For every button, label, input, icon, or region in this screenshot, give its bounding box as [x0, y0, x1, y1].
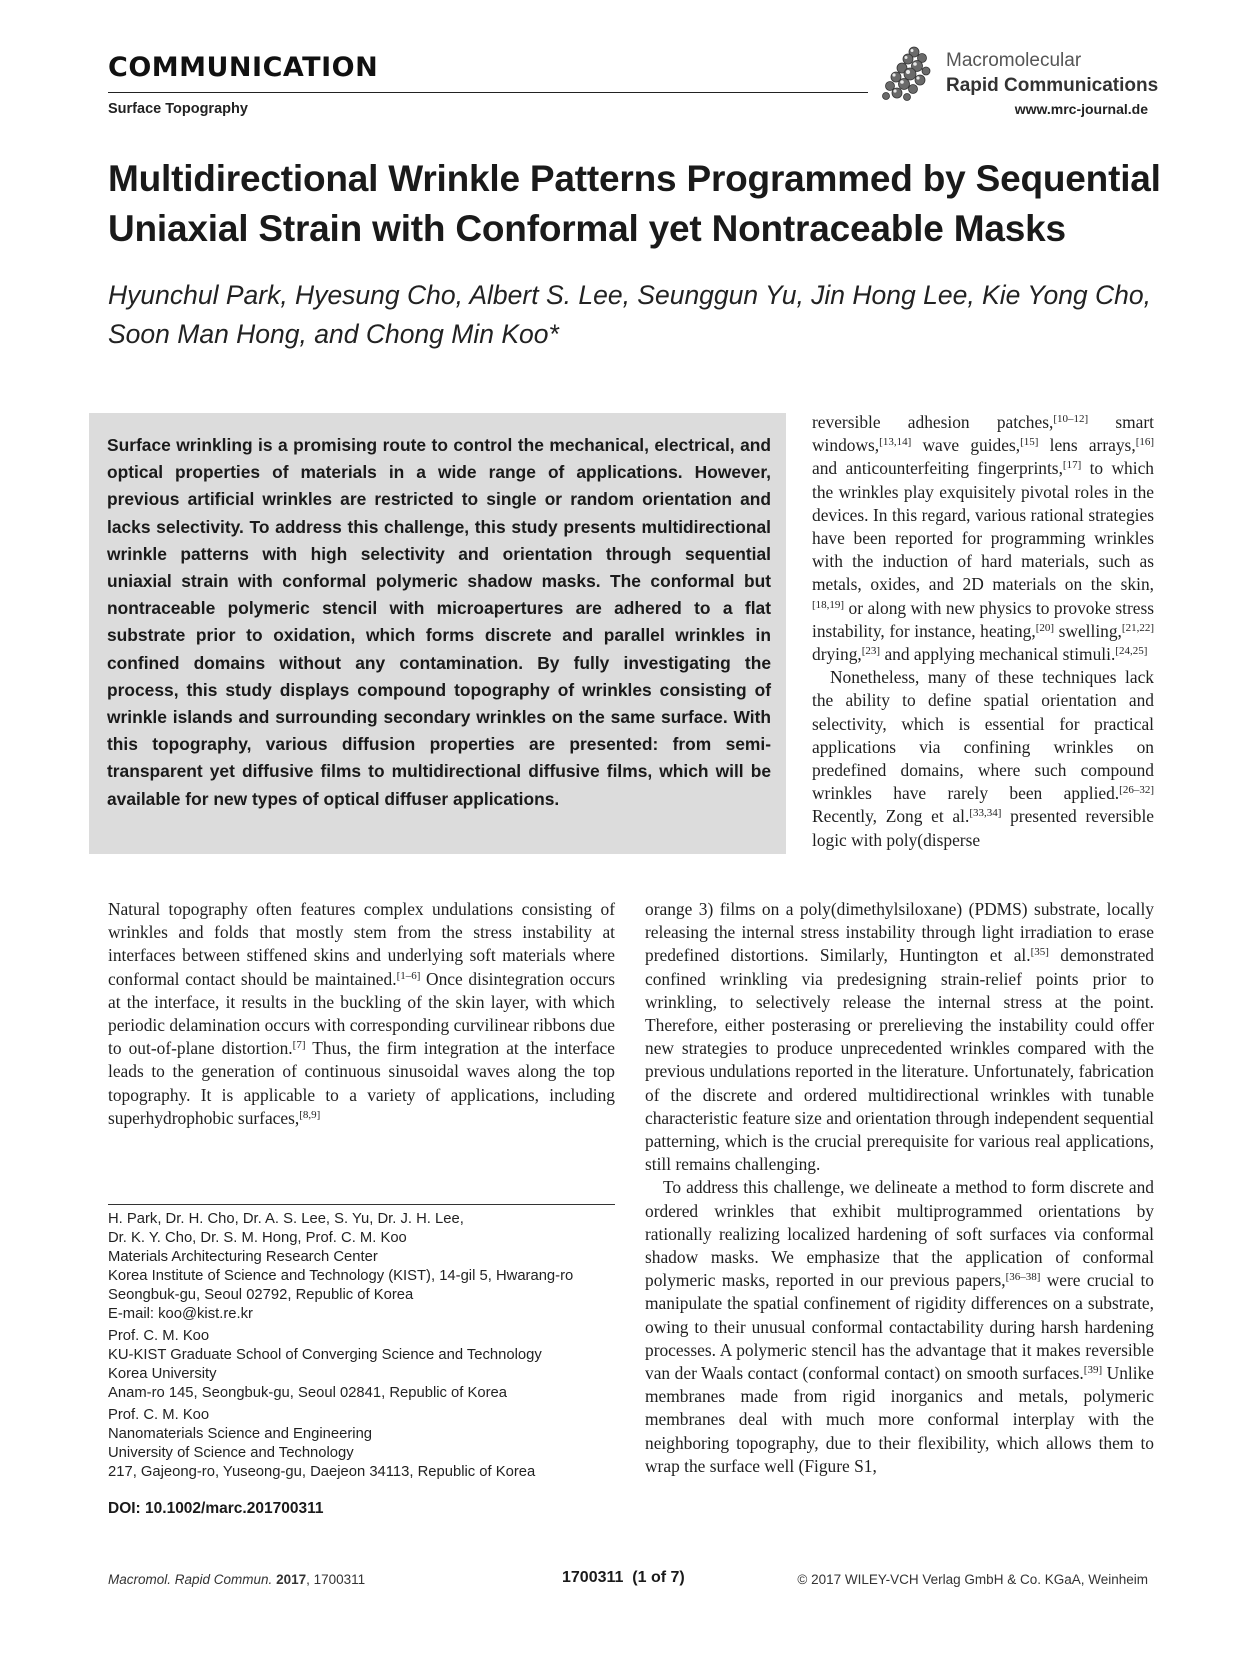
citation-ref[interactable]: [7] [292, 1039, 306, 1052]
affiliation-line: 217, Gajeong-ro, Yuseong-gu, Daejeon 34113, Republic of Korea [108, 1464, 536, 1480]
body-paragraph: orange 3) films on a poly(dimethylsiloxane) (PDMS) substrate, locally releasing the internal stress instability through light irradiation to erase predefined distortions. Similarly, Huntington et al.[35] demonstrated confined wrinkling via predesigning strain-relief points prior to wrinkling, to selectively release the internal stress at the point. Therefore, either posterasing or prerelieving the instability could offer new strategies to produce unprecedented wrinkles compared with the previous undulations reported in the literature. Unfortunately, fabrication of the discrete and ordered multidirectional wrinkles with tunable characteristic feature size and orientation through independent sequential patterning, which is the crucial prerequisite for various real applications, still remains challenging. [645, 899, 1154, 1175]
affiliations [108, 1210, 628, 1485]
footer-year: 2017 [276, 1572, 307, 1587]
citation-ref[interactable]: [15] [1020, 436, 1039, 449]
author-list: Hyunchul Park, Hyesung Cho, Albert S. Lee, Seunggun Yu, Jin Hong Lee, Kie Yong Cho, Soon Man Hong, and Chong Min Koo* [108, 280, 1152, 349]
citation-ref[interactable]: [26–32] [1119, 784, 1154, 797]
affiliation-line: KU-KIST Graduate School of Converging Science and Technology [108, 1347, 542, 1363]
affiliation-email[interactable]: E-mail: koo@kist.re.kr [108, 1306, 253, 1322]
citation-ref[interactable]: [35] [1030, 946, 1049, 959]
citation-ref[interactable]: [16] [1135, 436, 1155, 449]
body-paragraph: To address this challenge, we delineate a method to form discrete and ordered wrinkles that exhibit multiprogrammed orientations by rationally realizing localized hardening of soft surfaces via conformal shadow masks. We emphasize that the application of conformal polymeric masks, reported in our previous papers,[36–38] were crucial to manipulate the spatial confinement of rigidity differences on a substrate, owing to their unusual conformal contactability during harsh hardening processes. A polymeric stencil has the advantage that it makes reversible van der Waals contact (conformal contact) on smooth surfaces.[39] Unlike membranes made from rigid inorganics and metals, polymeric membranes deal with much more conformal interplay with the neighboring topography, due to their flexibility, which allows them to wrap the surface well (Figure S1, [645, 1177, 1154, 1476]
affiliation-line: Korea Institute of Science and Technology (KIST), 14-gil 5, Hwarang-ro [108, 1268, 574, 1284]
footer-journal-abbrev: Macromol. Rapid Commun. [108, 1572, 273, 1587]
affiliation-line: Nanomaterials Science and Engineering [108, 1426, 373, 1442]
body-column-left [108, 898, 615, 1130]
citation-ref[interactable]: [1–6] [396, 969, 421, 982]
affiliation-line: Dr. K. Y. Cho, Dr. S. M. Hong, Prof. C. M. Koo [108, 1230, 407, 1246]
citation-ref[interactable]: [13,14] [879, 436, 912, 449]
citation-ref[interactable]: [21,22] [1121, 621, 1154, 634]
header-rule [108, 92, 868, 93]
affiliation-block [108, 1210, 628, 1324]
body-paragraph: Nonetheless, many of these techniques lack the ability to define spatial orientation and selectivity, which is essential for practical applications via confining wrinkles on predefined domains, where such compound wrinkles have rarely been applied.[26–32] Recently, Zong et al.[33,34] presented reversible logic with poly(disperse [812, 667, 1154, 850]
affiliation-line: University of Science and Technology [108, 1445, 354, 1461]
citation-ref[interactable]: [39] [1083, 1364, 1103, 1377]
article-title: Multidirectional Wrinkle Patterns Programmed by Sequential Uniaxial Strain with Conformal yet Nontraceable Masks [108, 158, 1161, 249]
body-column-right-bottom [645, 898, 1154, 1478]
footer-article-number: , 1700311 [306, 1572, 366, 1587]
citation-ref[interactable]: [33,34] [969, 807, 1002, 820]
affiliation-line: Materials Architecturing Research Center [108, 1249, 378, 1265]
footer-copyright: © 2017 WILEY-VCH Verlag GmbH & Co. KGaA, Weinheim [797, 1572, 1148, 1587]
citation-ref[interactable]: [23] [861, 645, 881, 658]
affiliation-rule [108, 1204, 615, 1205]
citation-ref[interactable]: [18,19] [812, 598, 845, 611]
subject-label: Surface Topography [108, 101, 248, 117]
citation-ref[interactable]: [8,9] [299, 1108, 321, 1121]
body-column-right-top [812, 411, 1154, 852]
affiliation-line: Seongbuk-gu, Seoul 02792, Republic of Korea [108, 1287, 414, 1303]
journal-url[interactable]: www.mrc-journal.de [1014, 101, 1148, 117]
journal-name-subtitle: Rapid Communications [946, 75, 1159, 96]
citation-ref[interactable]: [24,25] [1115, 645, 1148, 658]
journal-name: Macromolecular [946, 50, 1082, 71]
doi[interactable]: DOI: 10.1002/marc.201700311 [108, 1500, 324, 1517]
affiliation-line: H. Park, Dr. H. Cho, Dr. A. S. Lee, S. Yu, Dr. J. H. Lee, [108, 1211, 464, 1227]
footer-citation [108, 1572, 365, 1587]
affiliation-line: Prof. C. M. Koo [108, 1407, 210, 1423]
citation-ref[interactable]: [10–12] [1053, 413, 1089, 425]
affiliation-block [108, 1406, 628, 1482]
affiliation-line: Prof. C. M. Koo [108, 1328, 210, 1344]
affiliation-line: Korea University [108, 1366, 217, 1382]
body-paragraph: reversible adhesion patches,[10–12] smart windows,[13,14] wave guides,[15] lens arrays,[16] and anticounterfeiting fingerprints,[17] to which the wrinkles play exquisitely pivotal roles in the devices. In this regard, various rational strategies have been reported for programming wrinkles with the induction of hard materials, such as metals, oxides, and 2D materials on the skin,[18,19] or along with new physics to provoke stress instability, for instance, heating,[20] swelling,[21,22] drying,[23] and applying mechanical stimuli.[24,25] [812, 412, 1155, 665]
body-paragraph: Natural topography often features complex undulations consisting of wrinkles and folds that mostly stem from the stress instability at interfaces between stiffened skins and underlying soft materials where conformal contact should be maintained.[1–6] Once disintegration occurs at the interface, it results in the buckling of the skin layer, with which periodic delamination occurs with corresponding curvilinear ribbons due to out-of-plane distortion.[7] Thus, the firm integration at the interface leads to the generation of continuous sinusoidal waves along the top topography. It is applicable to a variety of applications, including superhydrophobic surfaces,[8,9] [108, 899, 615, 1128]
citation-ref[interactable]: [17] [1062, 459, 1082, 472]
abstract-text: Surface wrinkling is a promising route to control the mechanical, electrical, and optical properties of materials in a wide range of applications. However, previous artificial wrinkles are restricted to single or random orientation and lacks selectivity. To address this challenge, this study presents multidirectional wrinkle patterns with high selectivity and orientation through sequential uniaxial strain with conformal polymeric shadow masks. The conformal but nontraceable polymeric stencil with microapertures are adhered to a flat substrate prior to oxidation, which forms discrete and parallel wrinkles in confined domains without any contamination. By fully investigating the process, this study displays compound topography of wrinkles consisting of wrinkle islands and surrounding secondary wrinkles on the same surface. With this topography, various diffusion properties are presented: from semi-transparent yet diffusive films to multidirectional diffusive films, which will be available for new types of optical diffuser applications. [107, 435, 771, 809]
affiliation-line: Anam-ro 145, Seongbuk-gu, Seoul 02841, Republic of Korea [108, 1385, 507, 1401]
molecule-cluster-icon [880, 44, 938, 102]
affiliation-block [108, 1327, 628, 1403]
section-label: COMMUNICATION [108, 52, 379, 83]
citation-ref[interactable]: [36–38] [1005, 1271, 1041, 1284]
footer-page-number: 1700311 (1 of 7) [562, 1569, 685, 1586]
citation-ref[interactable]: [20] [1035, 621, 1055, 634]
